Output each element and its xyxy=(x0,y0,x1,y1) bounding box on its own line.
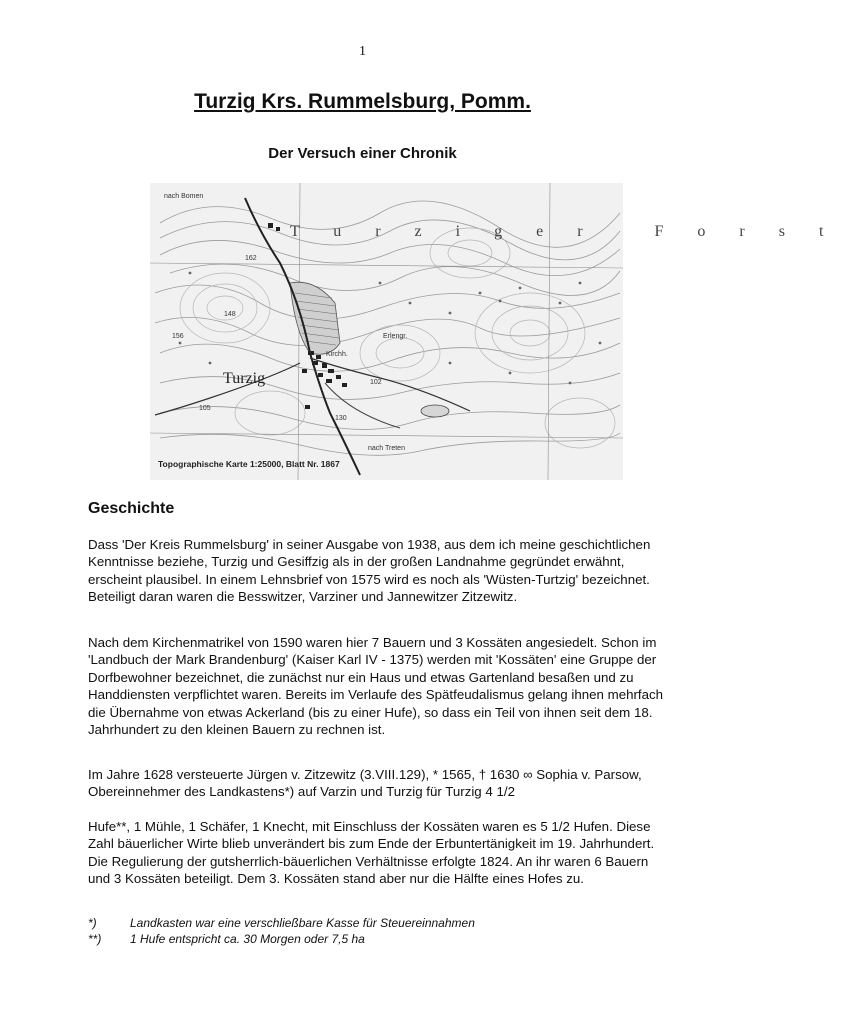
map-spot-height: 148 xyxy=(224,311,236,318)
map-label-marker-1: Erlengr. xyxy=(383,333,408,340)
map-spot-height: 102 xyxy=(370,379,382,386)
footnote-mark: **) xyxy=(88,932,102,946)
document-subtitle: Der Versuch einer Chronik xyxy=(268,145,457,162)
map-spot-height: 162 xyxy=(245,255,257,262)
footnote-text: 1 Hufe entspricht ca. 30 Morgen oder 7,5 ha xyxy=(130,932,365,946)
map-town-label: Turzig xyxy=(223,370,266,387)
footnote-text: Landkasten war eine verschließbare Kasse für Steuereinnahmen xyxy=(130,916,475,930)
page-number: 1 xyxy=(359,44,366,59)
paragraph-1: Dass 'Der Kreis Rummelsburg' in seiner Ausgabe von 1938, aus dem ich meine geschichtlichen Kenntnisse beziehe, Turzig und Gesiffzig als in der großen Landnahme gegründet erwähnt, erscheint plausibel. In einem Lehnsbrief von 1575 wird es noch als 'Wüsten-Turtzig' bezeichnet. Beteiligt daran waren die Besswitzer, Varziner und Jannewitzer Zitzewitz. xyxy=(88,537,651,605)
map-spot-height: 130 xyxy=(335,415,347,422)
map-label-north-road: nach Bomen xyxy=(164,193,204,200)
section-heading-geschichte: Geschichte xyxy=(88,500,175,517)
map-label-south-road: nach Treten xyxy=(368,445,405,452)
paragraph-4: Hufe**, 1 Mühle, 1 Schäfer, 1 Knecht, mit Einschluss der Kossäten waren es 5 1/2 Hufen. Diese Zahl bäuerlicher Wirte blieb unverändert bis zum Ende der Erbuntertänigkeit im 19. Jahrhundert. Die Regulierung der gutsherrlich-bäuerlichen Verhältnisse erfolgte 1824. An ihr waren 6 Bauern und 3 Kossäten beteiligt. Dem 3. Kossäten stand aber nur die Hälfte eines Hofes zu. xyxy=(88,819,655,887)
map-spot-height: 105 xyxy=(199,405,211,412)
topographic-map-image xyxy=(150,183,857,480)
map-caption: Topographische Karte 1:25000, Blatt Nr. 1867 xyxy=(158,459,340,469)
paragraph-3: Im Jahre 1628 versteuerte Jürgen v. Zitzewitz (3.VIII.129), * 1565, † 1630 ∞ Sophia v. Parsow, Obereinnehmer des Landkastens*) auf Varzin und Turzig für Turzig 4 1/2 xyxy=(88,767,642,800)
paragraph-2: Nach dem Kirchenmatrikel von 1590 waren hier 7 Bauern und 3 Kossäten angesiedelt. Schon im 'Landbuch der Mark Brandenburg' (Kaiser Karl IV - 1375) werden mit 'Kossäten' eine Gruppe der Dorfbewohner bezeichnet, die zunächst nur ein Haus und etwas Gartenland besaßen und zu Handdiensten verpflichtet waren. Bereits im Verlaufe des Spätfeudalismus gelang ihnen mehrfach die Übernahme von etwas Ackerland (bis zu einer Hufe), so dass ein Teil von ihnen seit dem 18. Jahrhundert zu den kleinen Bauern zu rechnen ist. xyxy=(88,635,664,738)
footnote-mark: *) xyxy=(88,916,97,930)
map-forest-label: Turziger Forst xyxy=(290,223,857,240)
map-label-marker-2: Kirchh. xyxy=(326,351,348,358)
map-spot-height: 156 xyxy=(172,333,184,340)
document-title: Turzig Krs. Rummelsburg, Pomm. xyxy=(194,90,531,113)
